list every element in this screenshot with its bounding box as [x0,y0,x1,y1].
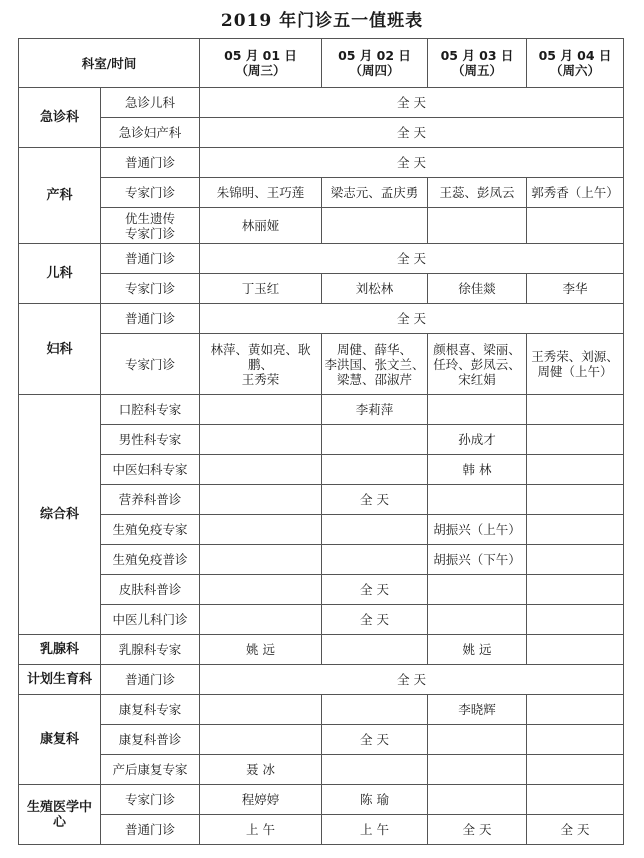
cell-0504 [527,635,624,665]
cell-0504 [527,208,624,244]
subdept-label: 急诊妇产科 [101,118,200,148]
subdept-label: 中医妇科专家 [101,455,200,485]
cell-0504 [527,695,624,725]
subdept-label: 男性科专家 [101,425,200,455]
day-header-0503: 05 月 03 日 （周五） [428,39,527,88]
cell-0501 [200,545,322,575]
cell-0502 [322,425,428,455]
dept-obstetrics: 产科 [19,148,101,244]
cell-0504: 李华 [527,274,624,304]
cell-0501: 聂 冰 [200,755,322,785]
subdept-label: 专家门诊 [101,785,200,815]
cell-0502 [322,755,428,785]
table-row [19,425,624,455]
cell-0501 [200,575,322,605]
all-days-cell: 全 天 [200,88,624,118]
cell-0501 [200,515,322,545]
dept-general: 综合科 [19,395,101,635]
table-row [19,395,624,425]
table-row [19,334,624,395]
cell-0503 [428,208,527,244]
cell-0501 [200,455,322,485]
cell-0501 [200,425,322,455]
dept-rehab: 康复科 [19,695,101,785]
cell-0501 [200,695,322,725]
cell-0504 [527,425,624,455]
subdept-label: 康复科专家 [101,695,200,725]
cell-0504 [527,605,624,635]
table-row [19,725,624,755]
cell-0502: 刘松林 [322,274,428,304]
dept-gynecology: 妇科 [19,304,101,395]
cell-0503: 全 天 [428,815,527,845]
table-row [19,665,624,695]
cell-0502 [322,545,428,575]
cell-0503: 徐佳燚 [428,274,527,304]
cell-0502: 全 天 [322,485,428,515]
table-row [19,605,624,635]
all-days-cell: 全 天 [200,304,624,334]
day-header-0501: 05 月 01 日 （周三） [200,39,322,88]
cell-0503: 胡振兴（下午） [428,545,527,575]
subdept-label: 普通门诊 [101,148,200,178]
all-days-cell: 全 天 [200,665,624,695]
subdept-label: 生殖免疫专家 [101,515,200,545]
corner-header: 科室/时间 [19,39,200,88]
table-row [19,304,624,334]
cell-0504 [527,545,624,575]
table-row [19,244,624,274]
cell-0501 [200,485,322,515]
cell-0504 [527,515,624,545]
cell-0503 [428,785,527,815]
page-title: 2019 年门诊五一值班表 [220,11,424,31]
cell-0501 [200,605,322,635]
cell-0502 [322,208,428,244]
cell-0502: 周健、薛华、 李洪国、张文兰、 梁慧、邵淑芹 [322,334,428,395]
dept-pediatrics: 儿科 [19,244,101,304]
cell-0501 [200,725,322,755]
cell-0502: 李莉萍 [322,395,428,425]
subdept-label: 普通门诊 [101,815,200,845]
subdept-label: 专家门诊 [101,178,200,208]
cell-0504 [527,395,624,425]
cell-0504: 全 天 [527,815,624,845]
cell-0504 [527,785,624,815]
table-row [19,575,624,605]
cell-0502 [322,455,428,485]
all-days-cell: 全 天 [200,118,624,148]
cell-0502 [322,515,428,545]
cell-0504: 王秀荣、刘源、 周健（上午） [527,334,624,395]
subdept-label: 口腔科专家 [101,395,200,425]
cell-0501: 上 午 [200,815,322,845]
table-row [19,178,624,208]
table-row [19,635,624,665]
cell-0502 [322,695,428,725]
cell-0503: 胡振兴（上午） [428,515,527,545]
subdept-label: 皮肤科普诊 [101,575,200,605]
table-row [19,274,624,304]
cell-0504 [527,725,624,755]
cell-0501 [200,395,322,425]
table-row [19,785,624,815]
subdept-label: 营养科普诊 [101,485,200,515]
cell-0504: 郭秀香（上午） [527,178,624,208]
subdept-label: 普通门诊 [101,665,200,695]
cell-0502: 全 天 [322,605,428,635]
subdept-label: 乳腺科专家 [101,635,200,665]
subdept-label: 优生遗传 专家门诊 [101,208,200,244]
subdept-label: 中医儿科门诊 [101,605,200,635]
cell-0503 [428,485,527,515]
cell-0501: 程婷婷 [200,785,322,815]
subdept-label: 普通门诊 [101,304,200,334]
subdept-label: 专家门诊 [101,334,200,395]
cell-0502: 上 午 [322,815,428,845]
table-row [19,515,624,545]
table-row [19,88,624,118]
subdept-label: 普通门诊 [101,244,200,274]
cell-0503 [428,605,527,635]
all-days-cell: 全 天 [200,244,624,274]
subdept-label: 专家门诊 [101,274,200,304]
cell-0504 [527,485,624,515]
cell-0502 [322,635,428,665]
cell-0503 [428,575,527,605]
table-row [19,695,624,725]
cell-0502: 全 天 [322,725,428,755]
cell-0503 [428,755,527,785]
dept-reproductive: 生殖医学中心 [19,785,101,845]
table-row [19,148,624,178]
schedule-table [18,38,624,845]
cell-0502: 梁志元、孟庆勇 [322,178,428,208]
subdept-label: 康复科普诊 [101,725,200,755]
cell-0502: 陈 瑜 [322,785,428,815]
cell-0502: 全 天 [322,575,428,605]
cell-0503: 王蕊、彭凤云 [428,178,527,208]
dept-family-planning: 计划生育科 [19,665,101,695]
cell-0501: 丁玉红 [200,274,322,304]
cell-0501: 林萍、黄如亮、耿鹏、 王秀荣 [200,334,322,395]
cell-0503: 李晓辉 [428,695,527,725]
table-row [19,118,624,148]
dept-breast: 乳腺科 [19,635,101,665]
cell-0503: 孙成才 [428,425,527,455]
table-row [19,208,624,244]
cell-0503: 颜根喜、梁丽、 任玲、彭凤云、 宋红娟 [428,334,527,395]
subdept-label: 生殖免疫普诊 [101,545,200,575]
cell-0504 [527,455,624,485]
table-row [19,755,624,785]
table-row [19,455,624,485]
table-row [19,485,624,515]
day-header-0504: 05 月 04 日 （周六） [527,39,624,88]
cell-0504 [527,575,624,605]
subdept-label: 急诊儿科 [101,88,200,118]
table-row [19,545,624,575]
cell-0501: 朱锦明、王巧莲 [200,178,322,208]
cell-0504 [527,755,624,785]
table-row [19,815,624,845]
cell-0503 [428,395,527,425]
cell-0501: 林丽娅 [200,208,322,244]
subdept-label: 产后康复专家 [101,755,200,785]
cell-0501: 姚 远 [200,635,322,665]
dept-emergency: 急诊科 [19,88,101,148]
all-days-cell: 全 天 [200,148,624,178]
cell-0503: 韩 林 [428,455,527,485]
day-header-0502: 05 月 02 日 （周四） [322,39,428,88]
header-row [19,39,624,88]
cell-0503 [428,725,527,755]
cell-0503: 姚 远 [428,635,527,665]
